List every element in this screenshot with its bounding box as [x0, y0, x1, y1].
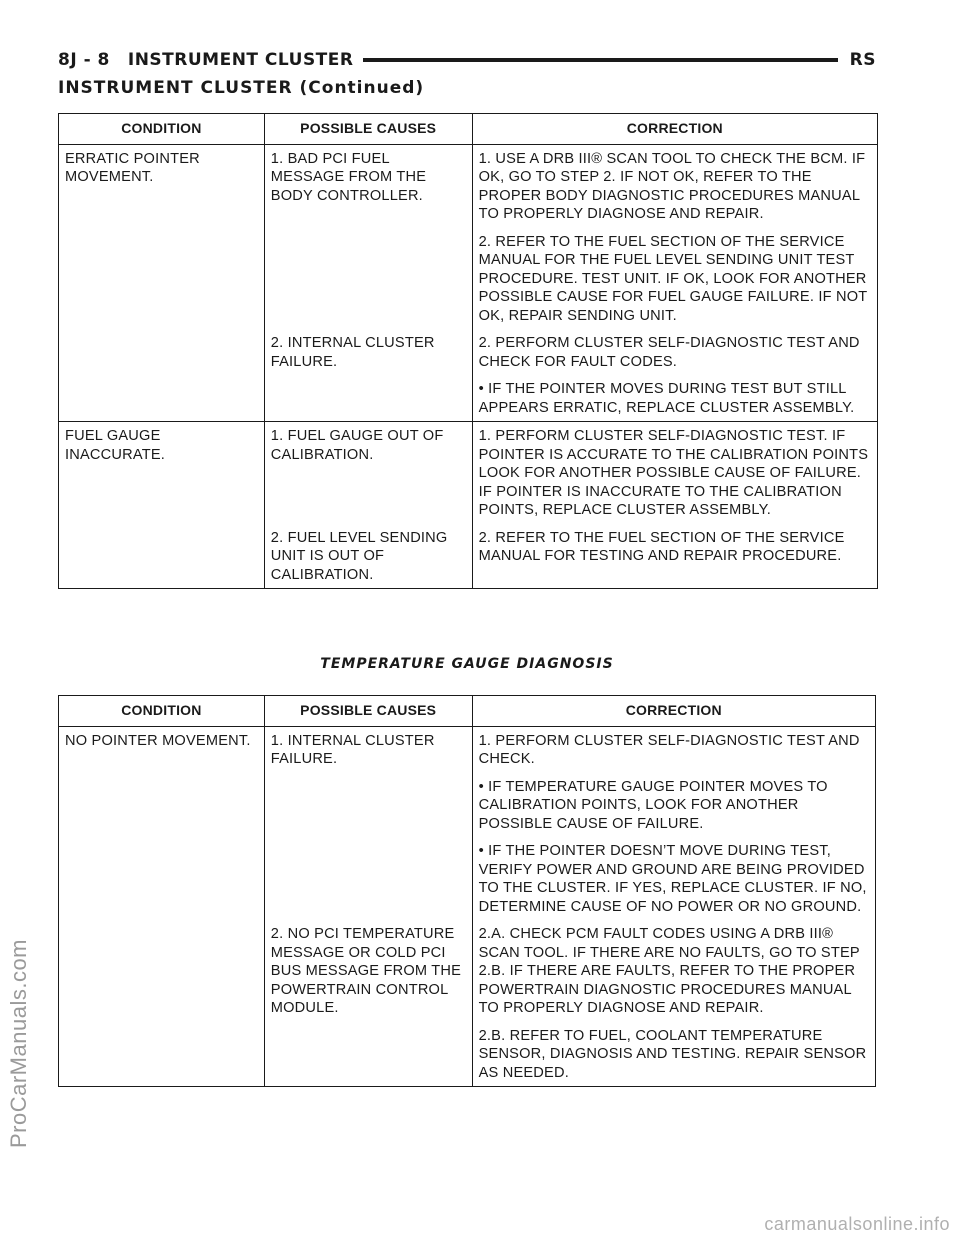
column-header-causes: POSSIBLE CAUSES [264, 114, 472, 145]
condition-cell [59, 524, 265, 589]
correction-cell [472, 524, 877, 589]
correction-step: 2.A. CHECK PCM FAULT CODES USING A DRB III® SCAN TOOL. IF THERE ARE NO FAULTS, GO TO STEP 2.B. IF THERE ARE FAULTS, REFER TO THE PROPER POWERTRAIN DIAGNOSTIC PROCEDURES MANUAL TO PROPERLY DIAGNOSE AND REPAIR. [478, 926, 860, 1016]
correction-step: 2. PERFORM CLUSTER SELF-DIAGNOSTIC TEST AND CHECK FOR FAULT CODES. [478, 335, 860, 370]
model-code: RS [849, 50, 876, 70]
watermark-text: ProCarManuals.com [6, 938, 31, 1148]
table-row [59, 524, 878, 589]
cause-cell: 1. INTERNAL CLUSTER FAILURE. [264, 726, 472, 920]
correction-cell [472, 422, 877, 524]
page-header [58, 48, 876, 72]
correction-step: 1. PERFORM CLUSTER SELF-DIAGNOSTIC TEST AND CHECK. [478, 732, 860, 767]
correction-step: 1. PERFORM CLUSTER SELF-DIAGNOSTIC TEST. IF POINTER IS ACCURATE TO THE CALIBRATION POINTS LOOK FOR ANOTHER POSSIBLE CAUSE OF FAILURE. IF POINTER IS INACCURATE TO THE CALIBRATION POINTS, REPLACE CLUSTER ASSEMBLY. [478, 428, 869, 518]
correction-cell [472, 329, 877, 422]
condition-cell: FUEL GAUGE INACCURATE. [59, 422, 265, 524]
condition-cell: NO POINTER MOVEMENT. [59, 726, 265, 920]
cause-cell: 1. BAD PCI FUEL MESSAGE FROM THE BODY CONTROLLER. [264, 144, 472, 329]
cause-cell: 1. FUEL GAUGE OUT OF CALIBRATION. [264, 422, 472, 524]
condition-cell [59, 329, 265, 422]
cause-cell: 2. FUEL LEVEL SENDING UNIT IS OUT OF CALIBRATION. [264, 524, 472, 589]
column-header-correction: CORRECTION [472, 114, 877, 145]
correction-cell [472, 920, 875, 1087]
condition-cell: ERRATIC POINTER MOVEMENT. [59, 144, 265, 329]
header-rule [363, 58, 837, 62]
table-row [59, 329, 878, 422]
condition-cell [59, 920, 265, 1087]
correction-cell [472, 726, 875, 920]
footer-link[interactable]: carmanualsonline.info [764, 1214, 950, 1234]
fuel-gauge-table [58, 113, 878, 589]
table-row [59, 920, 876, 1087]
cause-cell: 2. INTERNAL CLUSTER FAILURE. [264, 329, 472, 422]
correction-step: 2.B. REFER TO FUEL, COOLANT TEMPERATURE SENSOR, DIAGNOSIS AND TESTING. REPAIR SENSOR AS NEEDED. [478, 1027, 867, 1081]
section-title: INSTRUMENT CLUSTER [127, 50, 354, 70]
correction-bullet: • IF THE POINTER DOESN’T MOVE DURING TEST, VERIFY POWER AND GROUND ARE BEING PROVIDED TO THE CLUSTER. IF YES, REPLACE CLUSTER. IF NO, DETERMINE CAUSE OF NO POWER OR NO GROUND. [478, 843, 867, 915]
column-header-correction: CORRECTION [472, 696, 875, 727]
correction-step: 2. REFER TO THE FUEL SECTION OF THE SERVICE MANUAL FOR TESTING AND REPAIR PROCEDURE. [478, 529, 845, 564]
column-header-causes: POSSIBLE CAUSES [264, 696, 472, 727]
temperature-table-title: TEMPERATURE GAUGE DIAGNOSIS [320, 656, 614, 672]
table-row [59, 726, 876, 920]
cause-cell: 2. NO PCI TEMPERATURE MESSAGE OR COLD PCI BUS MESSAGE FROM THE POWERTRAIN CONTROL MODULE. [264, 920, 472, 1087]
continued-heading: INSTRUMENT CLUSTER (Continued) [58, 78, 425, 98]
correction-step: 2. REFER TO THE FUEL SECTION OF THE SERVICE MANUAL FOR THE FUEL LEVEL SENDING UNIT TEST PROCEDURE. TEST UNIT. IF OK, LOOK FOR ANOTHER POSSIBLE CAUSE FOR FUEL GAUGE FAILURE. IF NOT OK, REPAIR SENDING UNIT. [478, 233, 868, 324]
correction-step: 1. USE A DRB III® SCAN TOOL TO CHECK THE BCM. IF OK, GO TO STEP 2. IF NOT OK, REFER TO THE PROPER BODY DIAGNOSTIC PROCEDURES MANUAL TO PROPERLY DIAGNOSE AND REPAIR. [478, 150, 866, 222]
table-row [59, 144, 878, 329]
correction-bullet: • IF TEMPERATURE GAUGE POINTER MOVES TO CALIBRATION POINTS, LOOK FOR ANOTHER POSSIBLE CAUSE OF FAILURE. [478, 778, 828, 832]
page-number: 8J - 8 [58, 50, 110, 70]
temperature-gauge-table [58, 695, 876, 1087]
column-header-condition: CONDITION [59, 696, 265, 727]
correction-bullet: • IF THE POINTER MOVES DURING TEST BUT STILL APPEARS ERRATIC, REPLACE CLUSTER ASSEMBLY. [478, 381, 855, 416]
correction-cell [472, 144, 877, 329]
column-header-condition: CONDITION [59, 114, 265, 145]
table-row [59, 422, 878, 524]
